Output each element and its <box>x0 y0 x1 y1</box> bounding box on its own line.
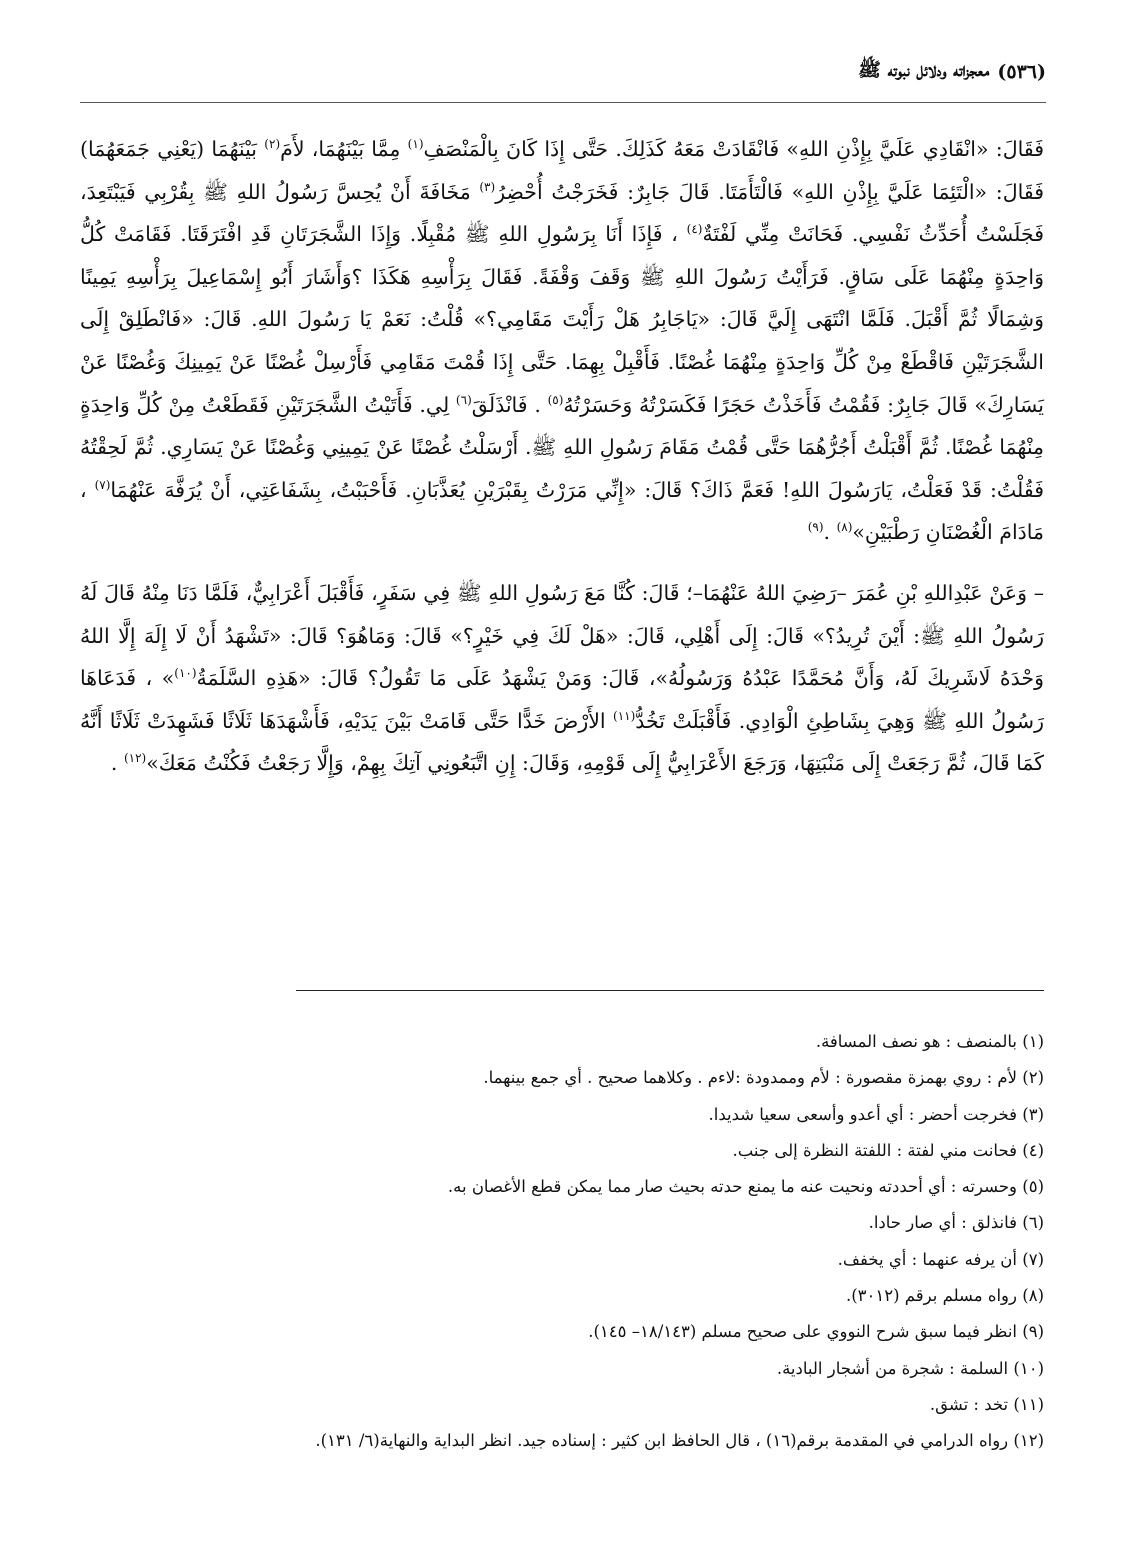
text-segment: لِي. فَأَتَيْتُ الشَّجَرَتَيْنِ فَقَطَعْتُ مِنْ كُلِّ وَاحِدَةٍ مِنْهُمَا غُصْنًا. ثُمَّ أَقْبَلْتُ أَجُرُّهُمَا حَتَّى قُمْتُ مَقَامَ رَسُولِ اللهِ ﷺ. أَرْسَلْتُ غُصْنًا عَنْ يَمِينِي وَغُصْنًا عَنْ يَسَارِي. ثُمَّ لَحِقْتُهُ فَقُلْتُ: قَدْ فَعَلْتُ، يَارَسُولَ اللهِ! فَعَمَّ ذَاكَ؟ قَالَ: «إِنِّي مَرَرْتُ بِقَبْرَيْنِ يُعَذَّبَانِ. فَأَحْبَبْتُ، بِشَفَاعَتِي، أَنْ يُرَفَّهَ عَنْهُمَا <box>80 392 1044 502</box>
footnote-12: (١٢) رواه الدرامي في المقدمة برقم(١٦) ، قال الحافظ ابن كثير : إسناده جيد. انظر البداية والنهاية(٦/ ١٣١). <box>315 1431 1044 1451</box>
main-text <box>80 128 1044 785</box>
footnotes-list <box>80 1024 1044 1460</box>
text-segment: ، فَإِذَا أَنَا بِرَسُولِ اللهِ ﷺ مُقْبِلًا. وَإِذَا الشَّجَرَتَانِ قَدِ افْتَرَقَتَا. فَقَامَتْ كُلُّ وَاحِدَةٍ مِنْهُمَا عَلَى سَاقٍ. فَرَأَيْتُ رَسُولَ اللهِ ﷺ وَقَفَ وَقْفَةً. فَقَالَ بِرَأْسِهِ هَكَذَا ؟وَأَشَارَ أَبُو إِسْمَاعِيلَ بِرَأْسِهِ يَمِينًا وَشِمَالًا ثُمَّ أَقْبَلَ. فَلَمَّا انْتَهَى إِلَيَّ قَالَ: «يَاجَابِرُ هَلْ رَأَيْتَ مَقَامِي؟» قُلْتُ: نَعَمْ يَا رَسُولَ اللهِ. قَالَ: «فَانْطَلِقْ إِلَى الشَّجَرَتَيْنِ فَاقْطَعْ مِنْ كُلِّ وَاحِدَةٍ مِنْهُمَا غُصْنًا. فَأَقْبِلْ بِهِمَا. حَتَّى إِذَا قُمْتَ مَقَامِي فَأَرْسِلْ غُصْنًا عَنْ يَمِينِكَ وَغُصْنًا عَنْ يَسَارِكَ» قَالَ جَابِرٌ: فَقُمْتُ فَأَخَذْتُ حَجَرًا فَكَسَرْتُهُ وَحَسَرْتُهُ <box>80 222 1044 417</box>
footnote-ref: (٨) <box>836 520 853 535</box>
footnote-ref: (١) <box>407 137 424 152</box>
text-segment: ، مَادَامَ الْغُصْنَانِ رَطْبَيْنِ» <box>80 477 1044 545</box>
footnote-ref: (١٢) <box>123 751 147 766</box>
footnote-ref: (١١) <box>613 708 636 723</box>
text-segment: مَخَافَةَ أَنْ يُحِسَّ رَسُولُ اللهِ ﷺ بِقُرْبِي فَيَبْتَعِدَ، فَجَلَسْتُ أُحَدِّثُ نَفْسِي. فَحَانَتْ مِنِّي لَفْتَةٌ <box>80 179 1045 247</box>
text-segment: . فَانْذَلَقَ <box>471 392 548 417</box>
text-segment: . <box>110 751 124 776</box>
header-divider <box>80 102 1046 103</box>
footnote-ref: (٦) <box>455 392 472 407</box>
footnote-ref: (١٠) <box>174 666 197 681</box>
running-header <box>80 58 1046 86</box>
text-segment: » ، فَدَعَاهَا رَسُولُ اللهِ ﷺ وَهِيَ بِشَاطِئِ الْوَادِي. فَأَقْبَلَتْ تَخُدُّ <box>80 666 1044 733</box>
running-title: معجزاته ودلائل نبوته ﷺ <box>858 59 990 81</box>
footnote-ref: (٩) <box>807 520 824 535</box>
text-segment: بَيْنَهُمَا (يَعْنِي جَمَعَهُمَا) فَقَالَ: «الْتَئِمَا عَلَيَّ بِإِذْنِ اللهِ» فَالْتَأَمَتَا. قَالَ جَابِرٌ: فَخَرَجْتُ أُحْضِرُ <box>80 137 1044 204</box>
page-number: (٥٣٦) <box>997 61 1046 83</box>
text-segment: – وَعَنْ عَبْدِاللهِ بْنِ عُمَرَ –رَضِيَ اللهُ عَنْهُمَا–؛ قَالَ: كُنَّا مَعَ رَسُولِ اللهِ ﷺ فِي سَفَرٍ، فَأَقْبَلَ أَعْرَابِيٌّ، فَلَمَّا دَنَا مِنْهُ قَالَ لَهُ رَسُولُ اللهِ ﷺ: أَيْنَ تُرِيدُ؟» قَالَ: إِلَى أَهْلِي، قَالَ: «هَلْ لَكَ فِي خَيْرٍ؟» قَالَ: وَمَاهُوَ؟ قَالَ: «تَشْهَدُ أَنْ لَا إِلَهَ إِلَّا اللهُ وَحْدَهُ لَاشَرِيكَ لَهُ، وَأَنَّ مُحَمَّدًا عَبْدُهُ وَرَسُولُهُ»، قَالَ: وَمَنْ يَشْهَدُ عَلَى مَا تَقُولُ؟ قَالَ: «هَذِهِ السَّلَمَةُ <box>80 580 1044 691</box>
footnote-5: (٥) وحسرته : أي أحددته ونحيت عنه ما يمنع حدته بحيث صار مما يمكن قطع الأغصان به. <box>447 1177 1044 1197</box>
footnote-4: (٤) فحانت مني لفتة : اللفتة النظرة إلى جنب. <box>732 1140 1044 1160</box>
footnote-3: (٣) فخرجت أحضر : أي أعدو وأسعى سعيا شديدا. <box>708 1104 1044 1124</box>
footnote-1: (١) بالمنصف : هو نصف المسافة. <box>815 1032 1044 1051</box>
text-segment: فَقَالَ: «انْقَادِي عَلَيَّ بِإِذْنِ اللهِ» فَانْقَادَتْ مَعَهُ كَذَلِكَ. حَتَّى إِذَا كَانَ بِالْمَنْصَفِ <box>423 137 1044 161</box>
footnote-ref: (٥) <box>547 392 564 407</box>
text-segment: الأَرْضَ خَدًّا حَتَّى قَامَتْ بَيْنَ يَدَيْهِ، فَأَشْهَدَهَا ثَلَاثًا فَشَهِدَتْ ثَلَاثًا أَنَّهُ كَمَا قَالَ، ثُمَّ رَجَعَتْ إِلَى مَنْبَتِهَا، وَرَجَعَ الأَعْرَابِيُّ إِلَى قَوْمِهِ، وَقَالَ: إِنِ اتَّبَعُونِي آتِكَ بِهِمْ، وَإِلَّا رَجَعْتُ فَكُنْتُ مَعَكَ» <box>80 708 1044 776</box>
footnote-ref: (٧) <box>94 477 111 492</box>
footnote-9: (٩) انظر فيما سبق شرح النووي على صحيح مسلم (١٨/١٤٣– ١٤٥). <box>588 1322 1044 1342</box>
footnote-divider <box>296 990 1044 991</box>
text-segment: . <box>823 520 837 545</box>
footnote-ref: (٤) <box>686 222 703 237</box>
text-segment: مِمَّا بَيْنَهُمَا، لأَمَ <box>280 137 408 161</box>
footnote-ref: (٢) <box>264 137 281 152</box>
footnote-ref: (٣) <box>479 179 496 194</box>
paragraph-jabir-hadith <box>80 128 1044 554</box>
footnote-11: (١١) تخد : تشق. <box>929 1394 1044 1414</box>
footnote-6: (٦) فانذلق : أي صار حادا. <box>868 1213 1044 1233</box>
footnote-7: (٧) أن يرفه عنهما : أي يخفف. <box>837 1249 1044 1269</box>
paragraph-ibn-umar-hadith <box>80 572 1044 785</box>
footnote-10: (١٠) السلمة : شجرة من أشجار البادية. <box>776 1358 1044 1378</box>
footnote-8: (٨) رواه مسلم برقم (٣٠١٢). <box>845 1286 1044 1306</box>
footnote-2: (٢) لأم : روي بهمزة مقصورة : لأم وممدودة :لاءم . وكلاهما صحيح . أي جمع بينهما. <box>483 1068 1044 1088</box>
